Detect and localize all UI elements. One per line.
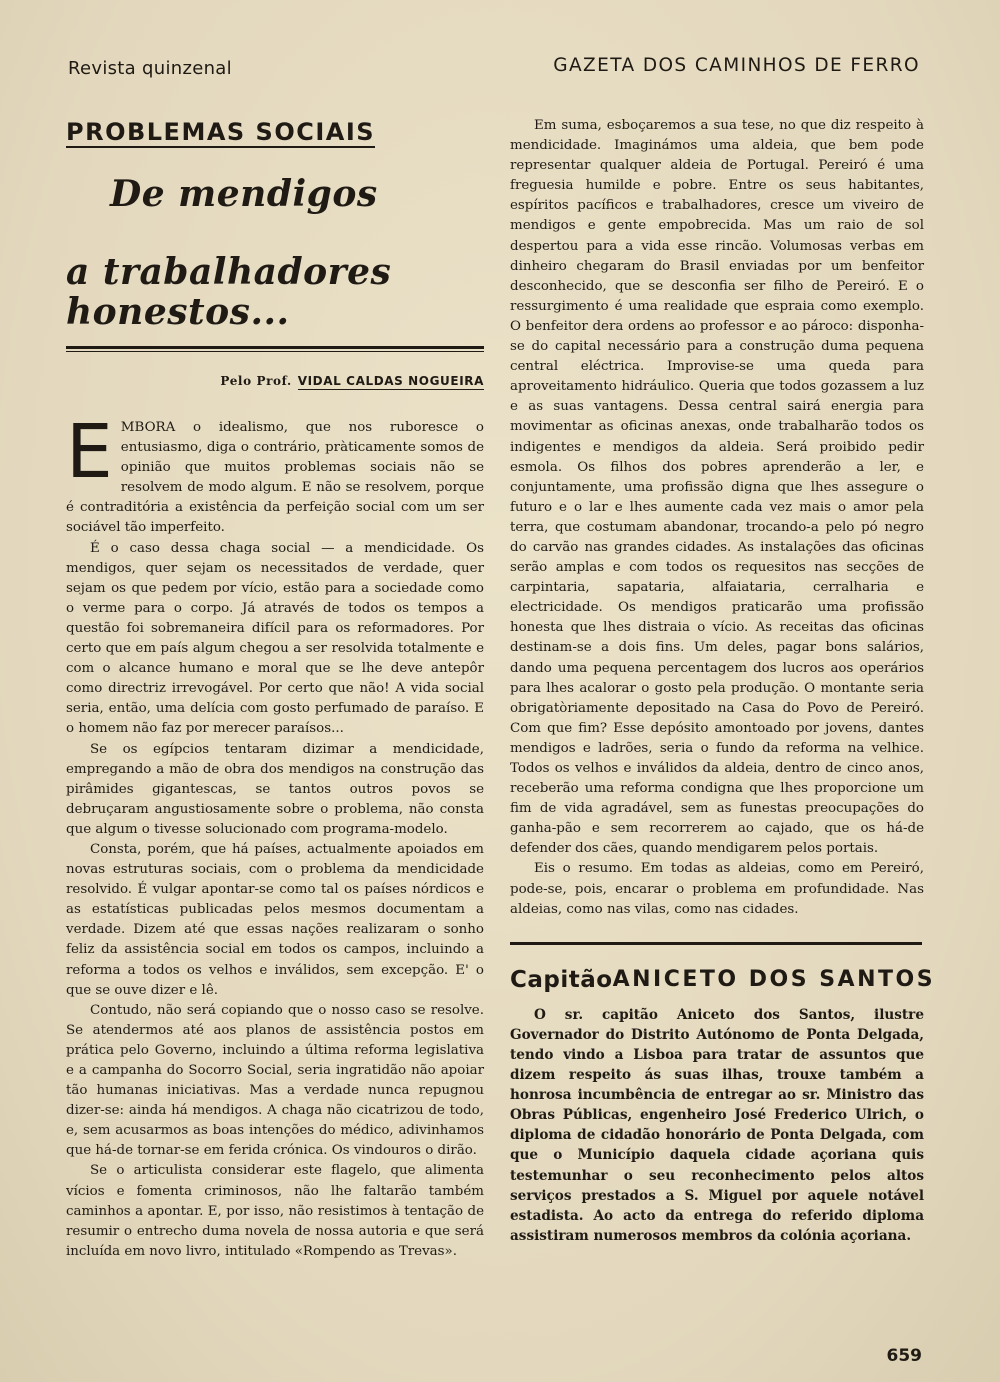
article-paragraph: Eis o resumo. Em todas as aldeias, como em Pereiró, pode-se, pois, encarar o problema em profundidade. Nas aldeias, como nas vilas, como nas cidades. xyxy=(510,861,924,917)
article-paragraph: EMBORA o idealismo, que nos ruboresce o entusiasmo, diga o contrário, pràticamente somos de opinião que muitos problemas sociais não se resolvem de modo algum. E não se resolvem, porque é contraditória a existência da perfeição social com um ser sociável tão imperfeito. xyxy=(66,409,484,536)
article-paragraph: Se o articulista considerar este flagelo, que alimenta vícios e fomenta criminosos, não lhe faltarão também caminhos a apontar. E, por isso, não resistimos à tentação de resumir o entrecho duma novela de nossa autoria e que será incluída em novo livro, intitulado «Rompendo as Trevas». xyxy=(66,1163,484,1259)
right-column xyxy=(510,116,936,1246)
headline-line-2: a trabalhadores honestos... xyxy=(66,251,392,333)
running-head-right: GAZETA DOS CAMINHOS DE FERRO xyxy=(553,55,920,76)
notice-paragraph: O sr. capitão Aniceto dos Santos, ilustre Governador do Distrito Autónomo de Ponta Delgada, tendo vindo a Lisboa para tratar de assuntos que dizem respeito ás suas ilhas, trouxe também a honrosa incumbência de entregar ao sr. Ministro das Obras Públicas, engenheiro José Frederico Ulrich, o diploma de cidadão honorário de Ponta Delgada, com que o Município daquela cidade açoriana quis testemunhar o seu reconhecimento pelos altos serviços prestados a S. Miguel por aquele notável estadista. Ao acto da entrega do referido diploma assistiram numerosos membros da colónia açoriana. xyxy=(510,1006,924,1244)
article-body-right xyxy=(510,116,924,920)
article-body-left xyxy=(66,409,484,1262)
article-paragraph: Em suma, esboçaremos a sua tese, no que diz respeito à mendicidade. Imaginámos uma aldeia, que bem pode representar qualquer aldeia de Portugal. Pereiró é uma freguesia humilde e pobre. Entre os seus habitantes, espíritos pacíficos e trabalhadores, cresce um viveiro de mendigos e gente empobrecida. Mas um raio de sol despertou para a vida esse rincão. Volumosas verbas em dinheiro chegaram do Brasil enviadas por um benfeitor desconhecido, que se desconfia ser filho de Pereiró. E o ressurgimento é uma realidade que espraia como exemplo. O benfeitor dera ordens ao professor e ao pároco: disponha-se do capital necessário para a construção duma pequena central eléctrica. Improvise-se uma queda para aproveitamento hidráulico. Queria que todos gozassem a luz e as suas vantagens. Dessa central sairá energia para movimentar as oficinas anexas, onde trabalharão todos os indigentes e mendigos da aldeia. Será proibido pedir esmola. Os filhos dos pobres aprenderão a ler, e conjuntamente, uma profissão digna que lhes assegure o futuro e o lar e lhes aumente cada vez mais o amor pela terra, que costumam abandonar, trocando-a pelo pó negro do carvão nas grandes cidades. As instalações das oficinas serão amplas e com todos os requesitos nas secções de carpintaria, sapataria, alfaiataria, cerralharia e electricidade. Os mendigos praticarão uma profissão honesta que lhes distraia o vício. As receitas das oficinas destinam-se a dois fins. Um deles, pagar bons salários, dando uma pequena percentagem dos lucros aos operários para lhes acalorar o gosto pela produção. O montante seria obrigatòriamente depositado na Casa do Povo de Pereiró. Com que fim? Esse depósito amontoado por jovens, dantes mendigos e ladrões, seria o fundo da reforma na velhice. Todos os velhos e inválidos da aldeia, dentro de cinco anos, receberão uma reforma condigna que lhes proporcione um fim de vida agradável, sem as funestas preocupações do ganha-pão e sem recorrerem ao cajado, que os há-de defender dos cães, quando mendigarem pelos portais. xyxy=(510,118,924,857)
notice-title-name: ANICETO DOS SANTOS xyxy=(612,966,936,992)
notice-body xyxy=(510,1005,924,1246)
page-number: 659 xyxy=(886,1346,922,1366)
article-paragraph: Contudo, não será copiando que o nosso caso se resolve. Se atendermos até aos planos de assistência postos em prática pelo Governo, incluindo a última reforma legislativa e a campanha do Socorro Social, seria ingratidão não apoiar tão humanas iniciativas. Mas a verdade nunca repugnou dizer-se: ainda há mendigos. A chaga não cicatrizou de todo, e, sem acusarmos as boas intenções do médico, adivinhamos que há-de tornar-se em ferida crónica. Os vindouros o dirão. xyxy=(66,1002,484,1159)
drop-cap: E xyxy=(66,409,113,495)
headline-line-1: De mendigos xyxy=(110,173,378,215)
notice-title-word: Capitão xyxy=(510,966,613,993)
section-separator xyxy=(510,942,922,945)
left-column xyxy=(66,110,484,1262)
byline xyxy=(66,374,484,388)
article-paragraph: Consta, porém, que há países, actualmente apoiados em novas estruturas sociais, com o problema da mendicidade resolvido. É vulgar apontar-se como tal os países nórdicos e as estatísticas publicadas pelos mesmos documentam a verdade. Dizem até que essas nações realizaram o sonho feliz da assistência social em todos os campos, incluindo a reforma a todos os velhos e inválidos, sem excepção. E' o que se ouve dizer e lê. xyxy=(66,841,484,998)
byline-prefix: Pelo Prof. xyxy=(220,374,292,388)
article-paragraph: Se os egípcios tentaram dizimar a mendicidade, empregando a mão de obra dos mendigos na construção das pirâmides gigantescas, se tantos outros povos se debruçaram angustiosamente sobre o problema, não consta que algum o tivesse solucionado com programa-modelo. xyxy=(66,741,484,837)
notice-title xyxy=(510,966,936,993)
running-head-left: Revista quinzenal xyxy=(68,58,232,79)
byline-author: VIDAL CALDAS NOGUEIRA xyxy=(297,374,484,388)
section-title: PROBLEMAS SOCIAIS xyxy=(66,118,376,146)
article-paragraph: É o caso dessa chaga social — a mendicidade. Os mendigos, quer sejam os necessitados de verdade, quer sejam os que pedem por vício, estão para a sociedade como o verme para o corpo. Já através de todos os tempos a questão foi sobremaneira difícil para os reformadores. Por certo que em país algum chegou a ser resolvida totalmente e com o alcance humano e moral que se lhe deve antepôr como directriz irrevogável. Por certo que não! A vida social seria, então, uma delícia com gosto perfumado de paraíso. E o homem não faz por merecer paraísos... xyxy=(66,540,484,737)
headline-rule xyxy=(66,346,484,352)
